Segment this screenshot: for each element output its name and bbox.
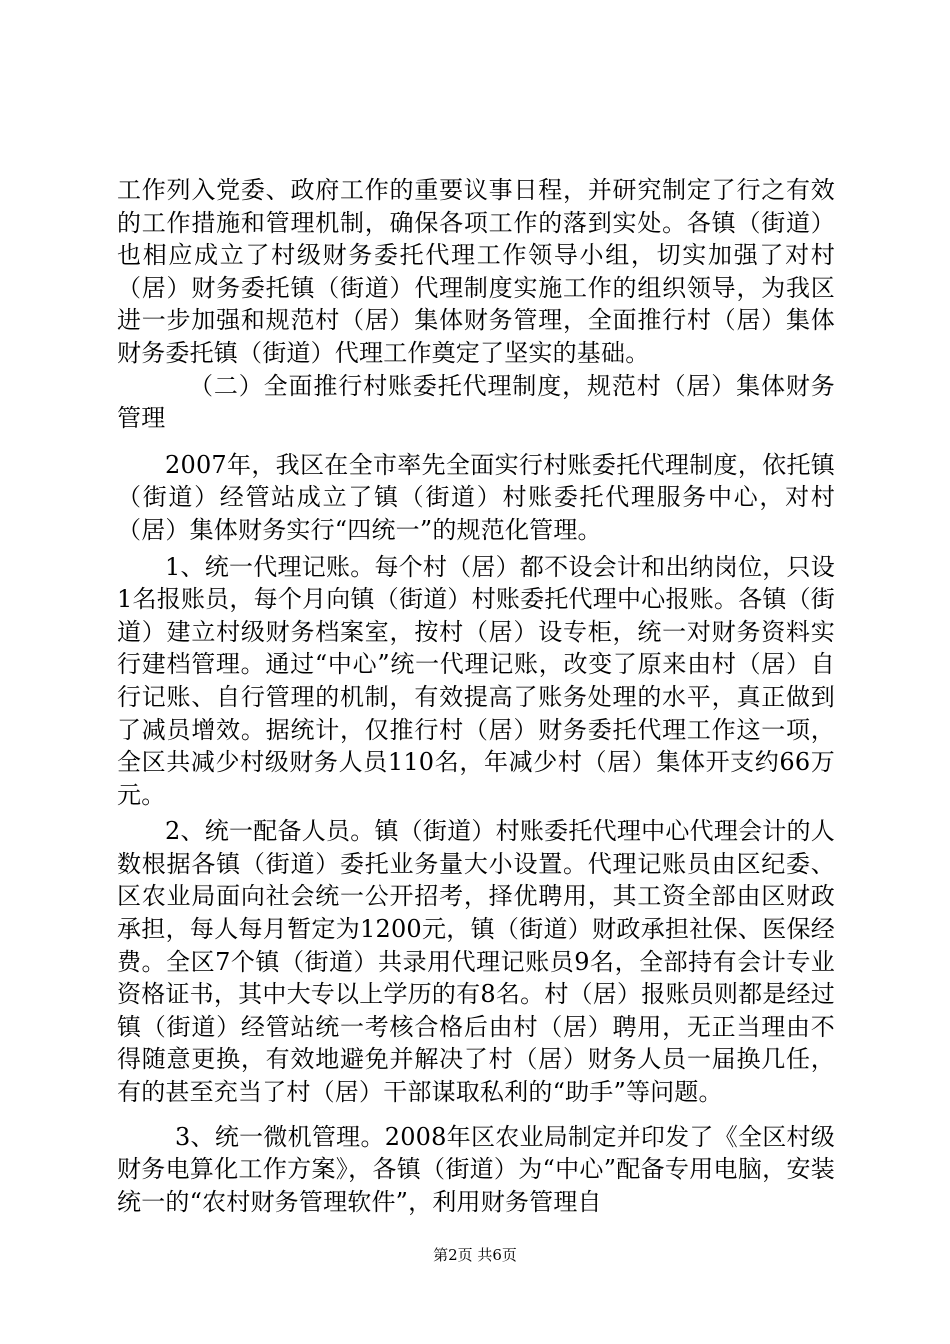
paragraph-intro-continuation: 工作列入党委、政府工作的重要议事日程，并研究制定了行之有效的工作措施和管理机制，确保各项工作的落到实处。各镇（街道）也相应成立了村级财务委托代理工作领导小组，切实加强了对村（居）财务委托镇（街道）代理制度实施工作的组织领导，为我区进一步加强和规范村（居）集体财务管理，全面推行村（居）集体财务委托镇（街道）代理工作奠定了坚实的基础。: [117, 176, 835, 367]
section-heading: （二）全面推行村账委托代理制度，规范村（居）集体财务管理: [117, 371, 835, 433]
list-item-unified-staffing: 2、统一配备人员。镇（街道）村账委托代理中心代理会计的人数根据各镇（街道）委托业务量大小设置。代理记账员由区纪委、区农业局面向社会统一公开招考，择优聘用，其工资全部由区财政承担，每人每月暂定为1200元，镇（街道）财政承担社保、医保经费。全区7个镇（街道）共录用代理记账员9名，全部持有会计专业资格证书，其中大专以上学历的有8名。村（居）报账员则都是经过镇（街道）经管站统一考核合格后由村（居）聘用，无正当理由不得随意更换，有效地避免并解决了村（居）财务人员一届换几任，有的甚至充当了村（居）干部谋取私利的“助手”等问题。: [117, 817, 835, 1107]
list-item-unified-computer-management: 3、统一微机管理。2008年区农业局制定并印发了《全区村级财务电算化工作方案》，各镇（街道）为“中心”配备专用电脑，安装统一的“农村财务管理软件”，利用财务管理自: [117, 1122, 835, 1216]
document-body: [117, 174, 835, 1218]
list-item-unified-bookkeeping: 1、统一代理记账。每个村（居）都不设会计和出纳岗位，只设1名报账员，每个月向镇（街道）村账委托代理中心报账。各镇（街道）建立村级财务档案室，按村（居）设专柜，统一对财务资料实行建档管理。通过“中心”统一代理记账，改变了原来由村（居）自行记账、自行管理的机制，有效提高了账务处理的水平，真正做到了减员增效。据统计，仅推行村（居）财务委托代理工作这一项，全区共减少村级财务人员110名，年减少村（居）集体开支约66万元。: [117, 552, 835, 809]
page-footer: 第2页 共6页: [433, 1246, 517, 1264]
paragraph-2007: 2007年，我区在全市率先全面实行村账委托代理制度，依托镇（街道）经管站成立了镇（街道）村账委托代理服务中心，对村（居）集体财务实行“四统一”的规范化管理。: [117, 450, 835, 544]
